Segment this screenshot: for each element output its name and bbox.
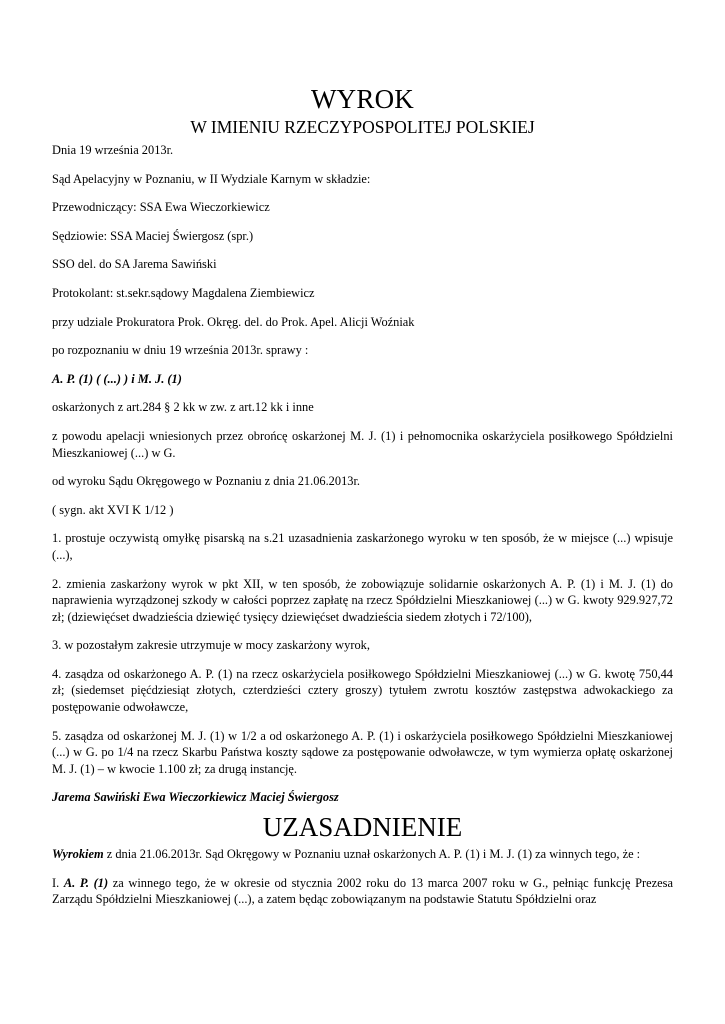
reasons-paragraph-1 bbox=[52, 875, 673, 908]
reasons-intro-bold: Wyrokiem bbox=[52, 847, 104, 862]
signatures-line: Jarema Sawiński Ewa Wieczorkiewicz Maciej Świergosz bbox=[52, 790, 339, 805]
reasons-intro bbox=[52, 846, 673, 863]
verdict-point-5: 5. zasądza od oskarżonej M. J. (1) w 1/2 a od oskarżonego A. P. (1) i oskarżyciela posiłkowego Spółdzielni Mieszkaniowej (...) w G. po 1/4 na rzecz Skarbu Państwa koszty sądowe za postępowanie odwoławcze, w tym wymierza opłatę oskarżonej M. J. (1) – w kwocie 1.100 zł; za drugą instancję. bbox=[52, 728, 673, 776]
prosecutor-line: przy udziale Prokuratora Prok. Okręg. del. do Prok. Apel. Alicji Woźniak bbox=[52, 314, 415, 329]
document-title: WYROK bbox=[311, 84, 414, 114]
court-line: Sąd Apelacyjny w Poznaniu, w II Wydziale Karnym w składzie: bbox=[52, 171, 371, 186]
chair-line: Przewodniczący: SSA Ewa Wieczorkiewicz bbox=[52, 200, 270, 215]
reasons-intro-text: z dnia 21.06.2013r. Sąd Okręgowy w Poznaniu uznał oskarżonych A. P. (1) i M. J. (1) za winnych tego, że : bbox=[103, 847, 641, 862]
reasons-p1-bold: A. P. (1) bbox=[63, 875, 109, 890]
hearing-line: po rozpoznaniu w dniu 19 września 2013r. sprawy : bbox=[52, 343, 309, 358]
appeal-line: z powodu apelacji wniesionych przez obrońcę oskarżonej M. J. (1) i pełnomocnika oskarżyciela posiłkowego Spółdzielni Mieszkaniowej (...) w G. bbox=[52, 428, 673, 460]
judge2-line: SSO del. do SA Jarema Sawiński bbox=[52, 257, 217, 272]
judgment-from-line: od wyroku Sądu Okręgowego w Poznaniu z dnia 21.06.2013r. bbox=[52, 474, 360, 489]
verdict-point-4: 4. zasądza od oskarżonego A. P. (1) na rzecz oskarżyciela posiłkowego Spółdzielni Mieszkaniowej (...) w G. kwotę 750,44 zł; (siedemset pięćdziesiąt złotych, czterdzieści cztery groszy) tytułem zwrotu kosztów zastępstwa adwokackiego za postępowanie odwoławcze, bbox=[52, 666, 673, 715]
verdict-point-3: 3. w pozostałym zakresie utrzymuje w mocy zaskarżony wyrok, bbox=[52, 638, 370, 653]
document-subtitle: W IMIENIU RZECZYPOSPOLITEJ POLSKIEJ bbox=[190, 117, 535, 137]
clerk-line: Protokolant: st.sekr.sądowy Magdalena Ziembiewicz bbox=[52, 285, 315, 300]
document-page bbox=[52, 84, 673, 908]
reasons-p1-prefix: I. bbox=[52, 875, 64, 890]
verdict-point-1: 1. prostuje oczywistą omyłkę pisarską na s.21 uzasadnienia zaskarżonego wyroku w ten sposób, że w miejsce (...) wpisuje (...), bbox=[52, 531, 673, 562]
case-number-line: ( sygn. akt XVI K 1/12 ) bbox=[52, 502, 174, 517]
reasons-heading: UZASADNIENIE bbox=[262, 812, 463, 843]
judges-line: Sędziowie: SSA Maciej Świergosz (spr.) bbox=[52, 228, 254, 243]
date-line: Dnia 19 września 2013r. bbox=[52, 143, 174, 157]
defendants-line: A. P. (1) ( (...) ) i M. J. (1) bbox=[52, 371, 182, 386]
verdict-point-2: 2. zmienia zaskarżony wyrok w pkt XII, w ten sposób, że zobowiązuje solidarnie oskarżonych A. P. (1) i M. J. (1) do naprawienia wyrządzonej szkody w całości poprzez zapłatę na rzecz Spółdzielni Mieszkaniowej (...) w G. kwoty 929.927,72 zł; (dziewięćset dwadzieścia dziewięć tysięcy dziewięćset dwadzieścia siedem złotych i 72/100), bbox=[52, 576, 673, 624]
reasons-p1-text: za winnego tego, że w okresie od stycznia 2002 roku do 13 marca 2007 roku w G., pełniąc funkcję Prezesa Zarządu Spółdzielni Mieszkaniowej (...), a zatem będąc zobowiązanym na podstawie Statutu Spółdzielni oraz bbox=[52, 875, 673, 907]
charges-line: oskarżonych z art.284 § 2 kk w zw. z art.12 kk i inne bbox=[52, 400, 314, 415]
